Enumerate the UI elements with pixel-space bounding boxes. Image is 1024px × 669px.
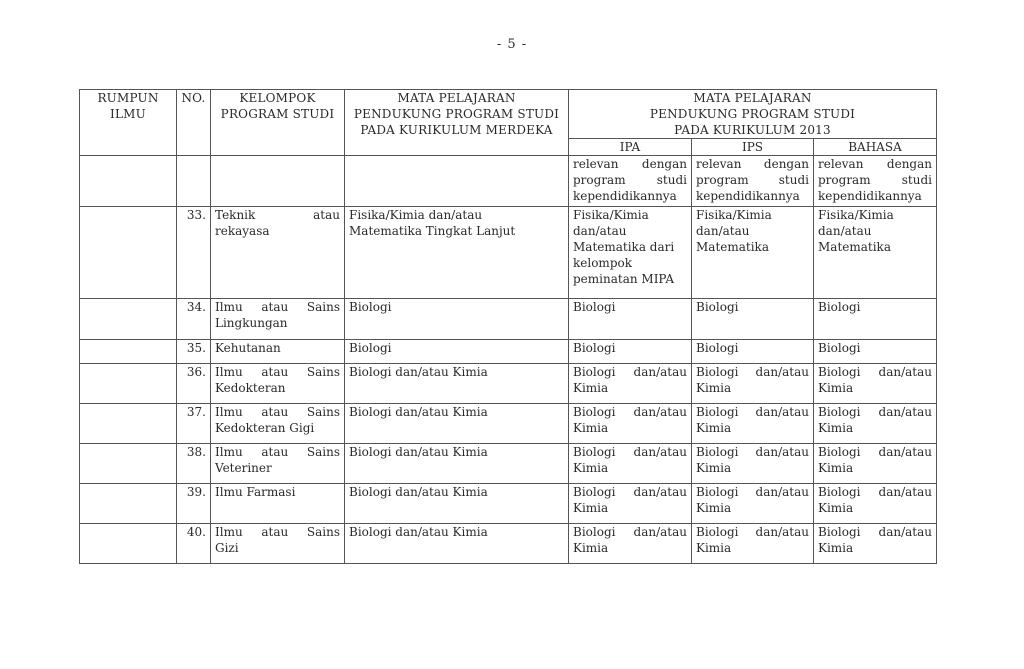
rumpun-cell bbox=[80, 484, 177, 524]
header-rumpun-ilmu: RUMPUN ILMU bbox=[80, 90, 177, 156]
page-number: - 5 - bbox=[496, 37, 528, 52]
ips-subject-cell: Biologi dan/atau Kimia bbox=[692, 364, 814, 404]
ips-subject-cell: Biologi bbox=[692, 299, 814, 340]
note-row bbox=[80, 156, 937, 207]
table-row bbox=[80, 207, 937, 299]
bahasa-subject-cell: Biologi dan/atau Kimia bbox=[814, 364, 937, 404]
ipa-subject-cell: Biologi bbox=[569, 340, 692, 364]
rumpun-cell bbox=[80, 364, 177, 404]
row-number: 33. bbox=[177, 207, 211, 299]
program-studi-cell: Teknik atau rekayasa bbox=[211, 207, 345, 299]
merdeka-subject-cell: Biologi dan/atau Kimia bbox=[345, 404, 569, 444]
program-studi-cell: Ilmu atau Sains Kedokteran bbox=[211, 364, 345, 404]
row-number: 37. bbox=[177, 404, 211, 444]
merdeka-subject-cell: Fisika/Kimia dan/atau Matematika Tingkat Lanjut bbox=[345, 207, 569, 299]
program-studi-cell: Kehutanan bbox=[211, 340, 345, 364]
header-no: NO. bbox=[177, 90, 211, 156]
program-studi-cell: Ilmu atau Sains Kedokteran Gigi bbox=[211, 404, 345, 444]
ips-subject-cell: Fisika/Kimia dan/atau Matematika bbox=[692, 207, 814, 299]
header-kurikulum-2013: MATA PELAJARAN PENDUKUNG PROGRAM STUDI PADA KURIKULUM 2013 bbox=[569, 90, 937, 139]
row-number: 35. bbox=[177, 340, 211, 364]
rumpun-cell bbox=[80, 340, 177, 364]
header-kelompok-program-studi: KELOMPOK PROGRAM STUDI bbox=[211, 90, 345, 156]
ipa-subject-cell: Biologi dan/atau Kimia bbox=[569, 364, 692, 404]
table-row bbox=[80, 404, 937, 444]
note-cell-bahasa: relevan dengan program studi kependidikannya bbox=[814, 156, 937, 207]
bahasa-subject-cell: Fisika/Kimia dan/atau Matematika bbox=[814, 207, 937, 299]
bahasa-subject-cell: Biologi bbox=[814, 340, 937, 364]
table-row bbox=[80, 444, 937, 484]
bahasa-subject-cell: Biologi dan/atau Kimia bbox=[814, 484, 937, 524]
bahasa-subject-cell: Biologi bbox=[814, 299, 937, 340]
merdeka-subject-cell: Biologi bbox=[345, 299, 569, 340]
table-row bbox=[80, 524, 937, 564]
note-cell-empty bbox=[345, 156, 569, 207]
header-ipa: IPA bbox=[569, 139, 692, 156]
ips-subject-cell: Biologi dan/atau Kimia bbox=[692, 524, 814, 564]
table-row bbox=[80, 340, 937, 364]
note-cell-empty bbox=[177, 156, 211, 207]
note-cell-empty bbox=[211, 156, 345, 207]
program-studi-cell: Ilmu Farmasi bbox=[211, 484, 345, 524]
ips-subject-cell: Biologi bbox=[692, 340, 814, 364]
program-studi-cell: Ilmu atau Sains Lingkungan bbox=[211, 299, 345, 340]
row-number: 34. bbox=[177, 299, 211, 340]
table-row bbox=[80, 484, 937, 524]
curriculum-table bbox=[79, 89, 937, 564]
rumpun-cell bbox=[80, 299, 177, 340]
ipa-subject-cell: Biologi dan/atau Kimia bbox=[569, 404, 692, 444]
row-number: 36. bbox=[177, 364, 211, 404]
bahasa-subject-cell: Biologi dan/atau Kimia bbox=[814, 444, 937, 484]
rumpun-cell bbox=[80, 524, 177, 564]
table-row bbox=[80, 299, 937, 340]
rumpun-cell bbox=[80, 444, 177, 484]
ipa-subject-cell: Fisika/Kimia dan/atau Matematika dari kelompok peminatan MIPA bbox=[569, 207, 692, 299]
merdeka-subject-cell: Biologi dan/atau Kimia bbox=[345, 524, 569, 564]
row-number: 39. bbox=[177, 484, 211, 524]
header-kurikulum-merdeka: MATA PELAJARAN PENDUKUNG PROGRAM STUDI PADA KURIKULUM MERDEKA bbox=[345, 90, 569, 156]
program-studi-cell: Ilmu atau Sains Veteriner bbox=[211, 444, 345, 484]
note-cell-ipa: relevan dengan program studi kependidikannya bbox=[569, 156, 692, 207]
ips-subject-cell: Biologi dan/atau Kimia bbox=[692, 484, 814, 524]
merdeka-subject-cell: Biologi dan/atau Kimia bbox=[345, 484, 569, 524]
ips-subject-cell: Biologi dan/atau Kimia bbox=[692, 444, 814, 484]
ipa-subject-cell: Biologi dan/atau Kimia bbox=[569, 484, 692, 524]
rumpun-cell bbox=[80, 207, 177, 299]
bahasa-subject-cell: Biologi dan/atau Kimia bbox=[814, 524, 937, 564]
table-row bbox=[80, 364, 937, 404]
merdeka-subject-cell: Biologi bbox=[345, 340, 569, 364]
note-cell-empty bbox=[80, 156, 177, 207]
ipa-subject-cell: Biologi dan/atau Kimia bbox=[569, 444, 692, 484]
rumpun-cell bbox=[80, 404, 177, 444]
header-ips: IPS bbox=[692, 139, 814, 156]
row-number: 40. bbox=[177, 524, 211, 564]
ips-subject-cell: Biologi dan/atau Kimia bbox=[692, 404, 814, 444]
bahasa-subject-cell: Biologi dan/atau Kimia bbox=[814, 404, 937, 444]
note-cell-ips: relevan dengan program studi kependidikannya bbox=[692, 156, 814, 207]
merdeka-subject-cell: Biologi dan/atau Kimia bbox=[345, 364, 569, 404]
merdeka-subject-cell: Biologi dan/atau Kimia bbox=[345, 444, 569, 484]
ipa-subject-cell: Biologi dan/atau Kimia bbox=[569, 524, 692, 564]
row-number: 38. bbox=[177, 444, 211, 484]
ipa-subject-cell: Biologi bbox=[569, 299, 692, 340]
header-bahasa: BAHASA bbox=[814, 139, 937, 156]
program-studi-cell: Ilmu atau Sains Gizi bbox=[211, 524, 345, 564]
